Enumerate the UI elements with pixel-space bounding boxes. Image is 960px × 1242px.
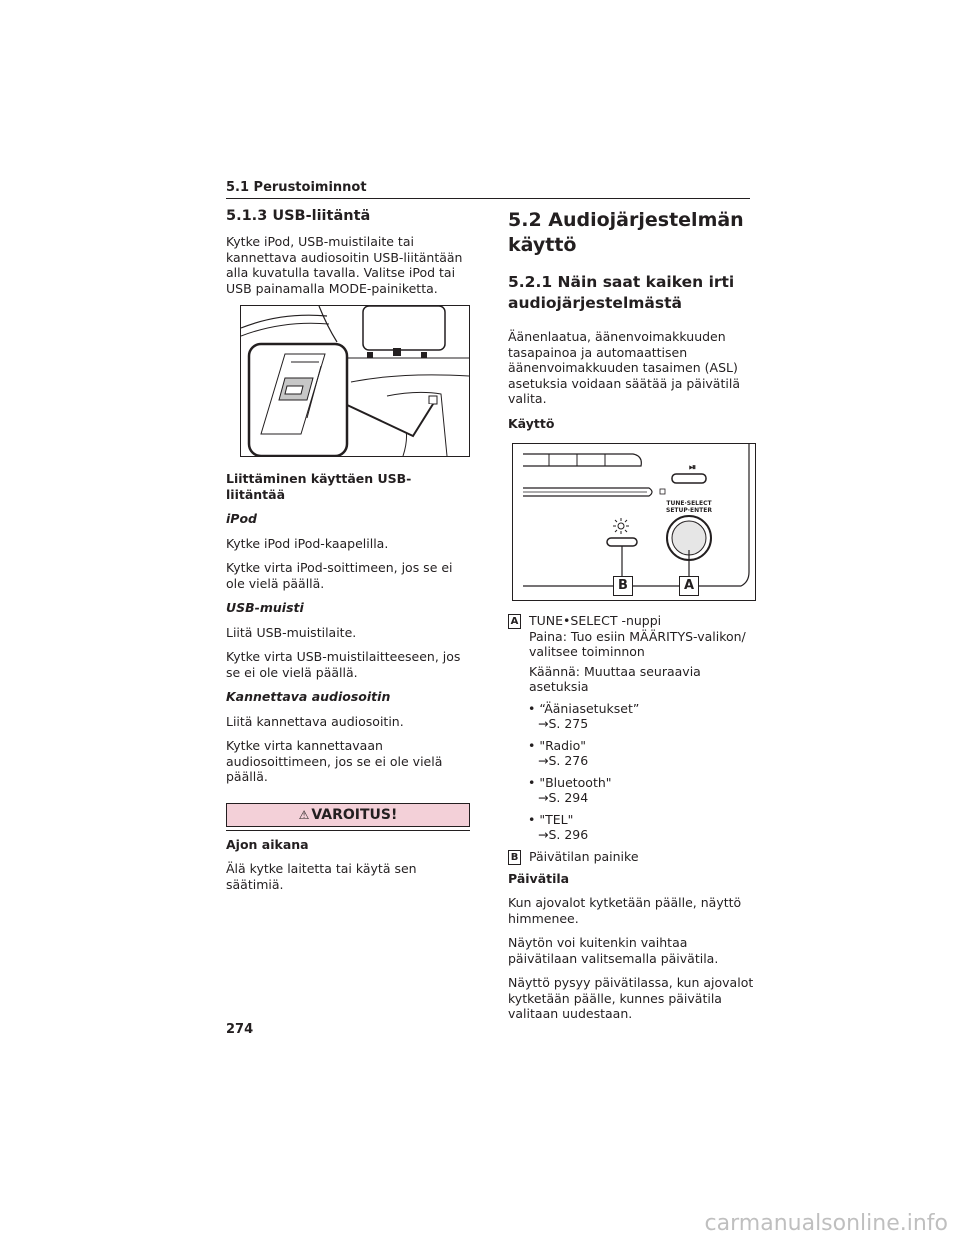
audio-heading: 5.2 Audiojärjestelmän käyttö <box>508 209 744 256</box>
figure-badge-a: A <box>679 576 699 596</box>
section-header: 5.1 Perustoiminnot <box>226 180 750 199</box>
ipod-step-2: Kytke virta iPod-soittimeen, jos se ei ole vielä päällä. <box>226 560 453 591</box>
ipod-title: iPod <box>226 511 257 526</box>
day-mode-p2: Näytön voi kuitenkin vaihtaa päivätilaan valitsemalla päivätila. <box>508 935 719 966</box>
warning-box <box>226 803 470 893</box>
bullet-bluetooth <box>528 775 754 806</box>
bullet-radio <box>528 738 754 769</box>
usb-step-2: Kytke virta USB-muistilaitteeseen, jos se ei ole vielä päällä. <box>226 649 461 680</box>
day-mode-title: Päivätila <box>508 870 570 886</box>
portable-step-2: Kytke virta kannettavaan audiosoittimeen, jos se ei ole vielä päällä. <box>226 738 443 784</box>
bullet-sound-settings <box>528 701 754 732</box>
page-reference: →S. 296 <box>538 827 589 842</box>
audio-intro: Äänenlaatua, äänenvoimakkuuden tasapainoa ja automaattisen äänenvoimakkuuden tasaimen (ASL) asetuksia voidaan säätää ja päivätilä valita. <box>508 329 740 406</box>
usb-heading: 5.1.3 USB-liitäntä <box>226 208 371 224</box>
ipod-step-1: Kytke iPod iPod-kaapelilla. <box>226 535 389 551</box>
item-a-title: TUNE•SELECT -nuppi <box>529 613 662 628</box>
item-a-press: Paina: Tuo esiin MÄÄRITYS-valikon/ valitsee toiminnon <box>529 628 746 659</box>
day-mode-p1: Kun ajovalot kytketään päälle, näyttö himmenee. <box>508 895 742 926</box>
page-number: 274 <box>226 1022 254 1037</box>
bullet-label: • “Ääniasetukset” <box>528 700 640 716</box>
label-a-badge: A <box>508 614 521 629</box>
control-item-b <box>508 849 754 865</box>
control-item-a <box>508 613 754 695</box>
page-reference: →S. 294 <box>538 790 589 805</box>
portable-title: Kannettava audiosoitin <box>226 689 391 704</box>
right-column <box>508 208 754 1031</box>
bullet-tel <box>528 812 754 843</box>
control-list <box>508 613 754 865</box>
page-reference: →S. 276 <box>538 753 589 768</box>
warning-icon: ⚠ <box>298 807 310 822</box>
warning-label: VAROITUS! <box>311 806 398 823</box>
audio-panel-drawing <box>513 444 755 600</box>
usb-port-illustration <box>240 305 470 457</box>
page-reference: →S. 275 <box>538 716 589 731</box>
label-b-badge: B <box>508 850 521 865</box>
warning-body <box>226 830 470 893</box>
usage-title: Käyttö <box>508 415 555 431</box>
connect-title: Liittäminen käyttäen USB-liitäntää <box>226 471 412 502</box>
item-a-turn: Käännä: Muuttaa seuraavia asetuksia <box>529 663 701 694</box>
item-b-title: Päivätilan painike <box>529 848 639 864</box>
knob-label <box>663 500 715 514</box>
watermark: carmanualsonline.info <box>704 1211 948 1236</box>
warning-title: Ajon aikana <box>226 836 309 852</box>
audio-subheading: 5.2.1 Näin saat kaiken irti audiojärjestelmästä <box>508 273 735 312</box>
bullet-label: • "TEL" <box>528 811 574 827</box>
left-column <box>226 208 470 901</box>
bullet-label: • "Bluetooth" <box>528 774 612 790</box>
bullet-label: • "Radio" <box>528 737 586 753</box>
usb-step-1: Liitä USB-muistilaite. <box>226 624 357 640</box>
portable-step-1: Liitä kannettava audiosoitin. <box>226 713 404 729</box>
day-mode-p3: Näyttö pysyy päivätilassa, kun ajovalot kytketään päälle, kunnes päivätila valitaan uudestaan. <box>508 975 754 1021</box>
knob-label-line-2: SETUP·ENTER <box>666 507 712 514</box>
usb-intro: Kytke iPod, USB-muistilaite tai kannettava audiosoitin USB-liitäntään alla kuvatulla tavalla. Valitse iPod tai USB painamalla MODE-painiketta. <box>226 234 463 296</box>
audio-panel-illustration <box>512 443 756 601</box>
usb-title: USB-muisti <box>226 600 304 615</box>
warning-header <box>226 803 470 827</box>
svg-text:⏯: ⏯ <box>689 463 697 473</box>
usb-port-drawing <box>241 306 469 456</box>
knob-label-line-1: TUNE·SELECT <box>666 500 712 507</box>
figure-badge-b: B <box>613 576 633 596</box>
warning-text: Älä kytke laitetta tai käytä sen säätimiä. <box>226 861 417 892</box>
